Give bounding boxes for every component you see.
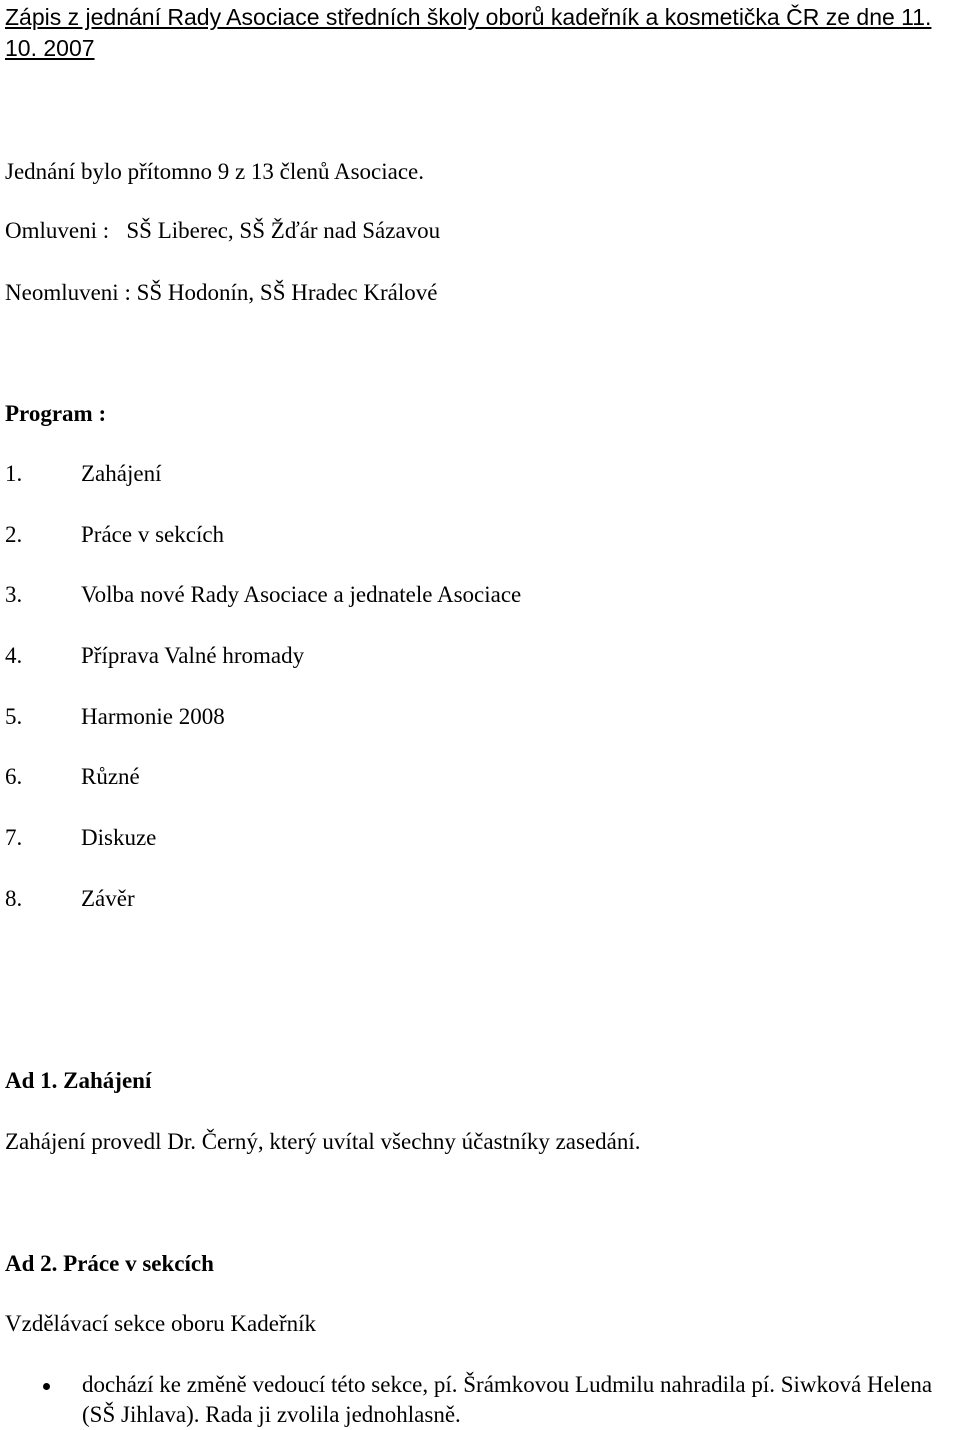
program-item-number: 6. [5,764,23,789]
program-item-label: Harmonie 2008 [81,704,225,729]
program-heading: Program : [5,401,107,426]
program-item [5,884,135,914]
bullet-icon [43,1383,50,1390]
program-item-number: 7. [5,825,23,850]
program-item-label: Práce v sekcích [81,522,225,547]
ad2-subheading: Vzdělávací sekce oboru Kadeřník [5,1311,316,1336]
ad2-heading: Ad 2. Práce v sekcích [5,1251,214,1276]
program-item-number: 3. [5,582,23,607]
program-item-label: Příprava Valné hromady [81,643,305,668]
program-item [5,641,304,671]
program-item-number: 2. [5,522,23,547]
program-item [5,762,140,792]
program-item-number: 4. [5,643,23,668]
unexcused-text: Neomluveni : SŠ Hodonín, SŠ Hradec Králové [5,280,438,305]
program-item-label: Volba nové Rady Asociace a jednatele Asociace [81,582,522,607]
program-item-label: Různé [81,764,140,789]
program-item [5,459,161,489]
bullet-item: dochází ke změně vedoucí této sekce, pí. Šrámkovou Ludmilu nahradila pí. Siwková Helena (SŠ Jihlava). Rada ji zvolila jednohlasně. [82,1372,933,1427]
attendance-text: Jednání bylo přítomno 9 z 13 členů Asociace. [5,159,425,184]
program-item [5,823,156,853]
excused-text: Omluveni : SŠ Liberec, SŠ Žďár nad Sázavou [5,218,441,243]
program-item-label: Diskuze [81,825,157,850]
program-item [5,580,521,610]
program-item-label: Zahájení [81,461,162,486]
program-item [5,520,224,550]
program-item-number: 1. [5,461,23,486]
document-title: Zápis z jednání Rady Asociace středních školy oborů kadeřník a kosmetička ČR ze dne 11. 10. 2007 [5,4,932,61]
program-item-label: Závěr [81,886,135,911]
program-item-number: 5. [5,704,23,729]
ad1-heading: Ad 1. Zahájení [5,1068,152,1093]
program-item [5,702,225,732]
ad1-text: Zahájení provedl Dr. Černý, který uvítal všechny účastníky zasedání. [5,1129,641,1154]
program-item-number: 8. [5,886,23,911]
